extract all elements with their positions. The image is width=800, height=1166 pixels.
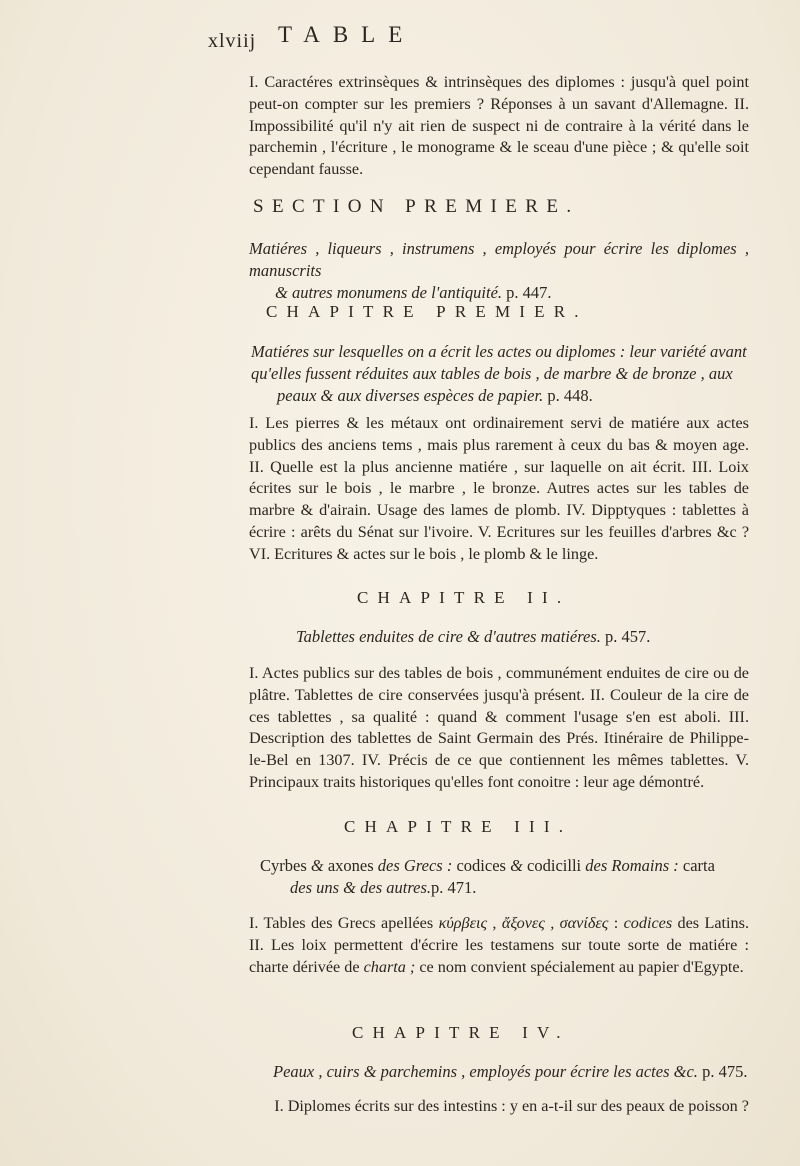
section-title-page: p. 447.	[506, 282, 552, 302]
chapter4-body-text: I. Diplomes écrits sur des intestins : y en a-t-il sur des peaux de poisson ?	[274, 1097, 749, 1115]
folio-number: xlviij	[208, 30, 257, 52]
chapter1-title-line1: Matiéres sur lesquelles on a écrit les actes ou diplomes : leur variété avant	[251, 342, 747, 361]
section-title	[249, 238, 749, 303]
chapter1-title-line2: qu'elles fussent réduites aux tables de bois , de marbre & de bronze , aux	[251, 363, 733, 383]
intro-paragraph	[249, 72, 749, 181]
chapter2-body	[249, 663, 749, 794]
running-title: TABLE	[278, 22, 416, 47]
intro-text: I. Caractéres extrinsèques & intrinsèques des diplomes : jusqu'à quel point peut-on compter sur les premiers ? Réponses à un savant d'Allemagne. II. Impossibilité qu'il n'y ait rien de suspect ni de contraire à la vérité dans le parchemin , l'écriture , le monograme & le sceau d'une pièce ; & qu'elle soit cependant fausse.	[249, 73, 749, 179]
greek-terms: κύρβεις , ἄξονες , σανίδες	[438, 914, 609, 932]
chapter2-title	[296, 626, 796, 648]
chapter2-body-text: I. Actes publics sur des tables de bois , communément enduites de cire ou de plâtre. Tablettes de cire conservées jusqu'à présent. II. Couleur de la cire de ces tablettes , sa qualité : quand & comment l'usage s'en est aboli. III. Description des tablettes de Saint Germain des Prés. Itinéraire de Philippe-le-Bel en 1307. IV. Précis de ce que contiennent les mêmes tablettes. V. Principaux traits historiques qu'elles font conoitre : leur age démontré.	[249, 664, 749, 791]
section-heading: SECTION PREMIERE.	[253, 196, 580, 217]
section-title-line2: & autres monumens de l'antiquité.	[275, 282, 503, 302]
section-title-line1: Matiéres , liqueurs , instrumens , employés pour écrire les diplomes , manuscrits	[249, 239, 749, 280]
chapter3-title-page: p. 471.	[431, 877, 477, 897]
chapter1-body-text: I. Les pierres & les métaux ont ordinairement servi de matiére aux actes publics des anciens tems , mais plus rarement à ceux du bas & moyen age. II. Quelle est la plus ancienne matiére , sur laquelle on ait écrit. III. Loix écrites sur le bois , le marbre , le bronze. Autres actes sur les tables de marbre & d'airain. Usage des lames de plomb. IV. Dipptyques : tablettes à écrire : arêts du Sénat sur l'ivoire. V. Ecritures sur les feuilles d'arbres &c ? VI. Ecritures & actes sur le bois , le plomb & le linge.	[249, 414, 749, 563]
chapter3-heading: CHAPITRE III.	[344, 817, 573, 836]
chapter4-heading: CHAPITRE IV.	[352, 1023, 570, 1042]
chapter3-body-text: I. Tables des Grecs apellées κύρβεις , ἄξονες , σανίδες : codices des Latins. II. Les loix permettent d'écrire les testamens sur toute sorte de matiére : charte dérivée de charta ; ce nom convient spécialement au papier d'Egypte.	[249, 914, 749, 976]
chapter4-title	[273, 1061, 753, 1083]
chapter3-title-cyrbes: Cyrbes	[260, 856, 307, 875]
chapter3-title-line2: des uns & des autres.	[290, 877, 432, 897]
chapter4-title-page: p. 475.	[702, 1062, 748, 1081]
chapter1-title	[251, 341, 751, 406]
chapter1-title-page: p. 448.	[547, 385, 593, 405]
chapter2-title-text: Tablettes enduites de cire & d'autres matiéres.	[296, 627, 601, 646]
chapter2-heading: CHAPITRE II.	[357, 588, 571, 607]
chapter4-title-text: Peaux , cuirs & parchemins , employés pour écrire les actes &c.	[273, 1062, 698, 1081]
chapter3-body	[249, 913, 749, 978]
chapter2-title-page: p. 457.	[605, 627, 651, 646]
chapter3-title: Cyrbes & axones des Grecs : codices & codicilli des Romains : carta des uns & des autres.p. 471.	[260, 856, 715, 897]
chapter4-body	[249, 1096, 749, 1118]
chapter1-title-line3: peaux & aux diverses espèces de papier.	[277, 385, 544, 405]
chapter1-body	[249, 413, 749, 566]
chapter1-heading: CHAPITRE PREMIER.	[266, 302, 588, 321]
